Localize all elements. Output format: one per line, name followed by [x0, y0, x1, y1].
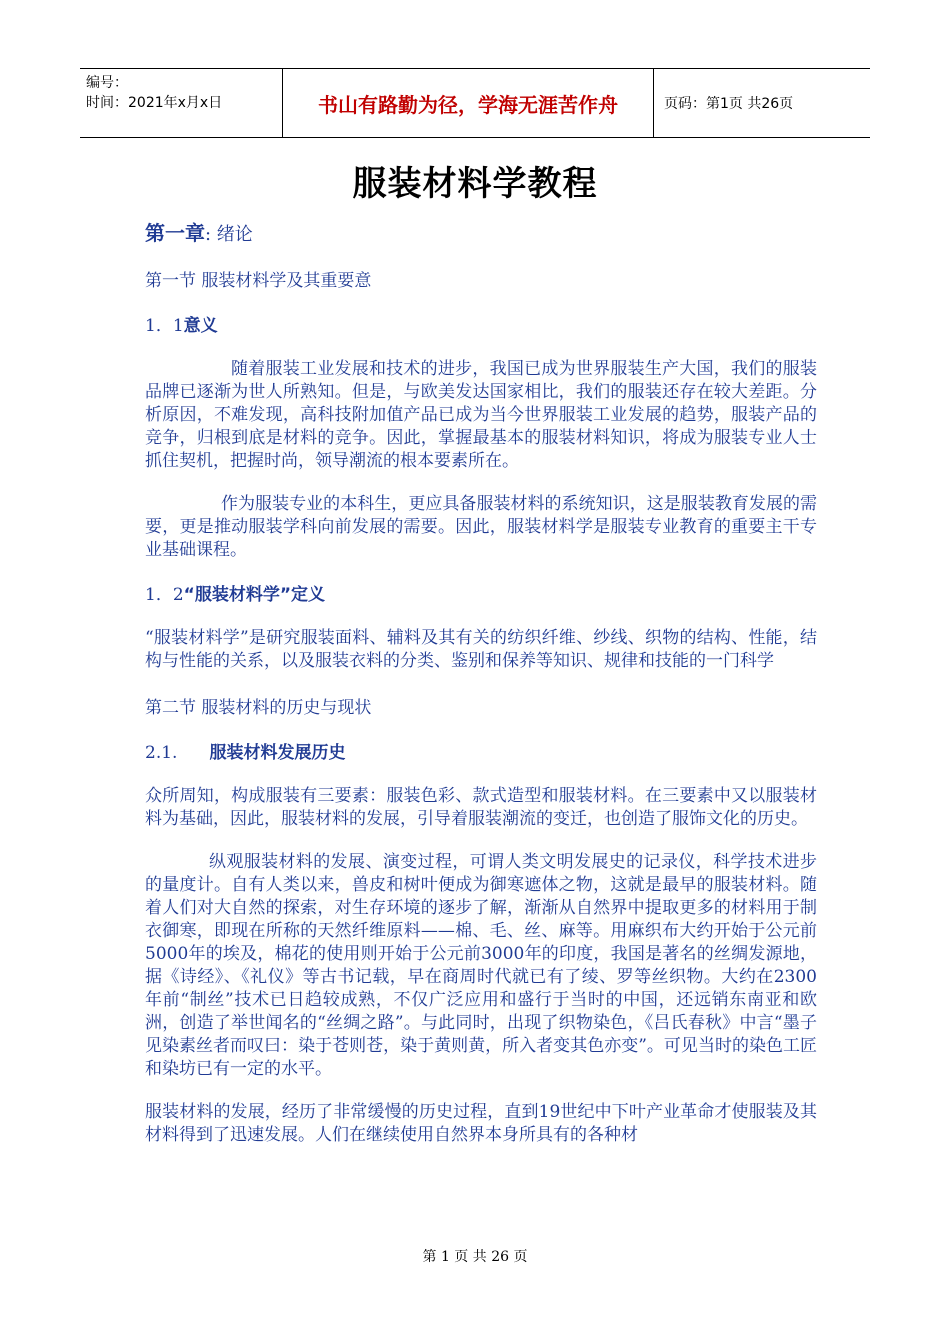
subsection-heading-1-2 [145, 584, 817, 607]
paragraph-5: 纵观服装材料的发展、演变过程，可谓人类文明发展史的记录仪，科学技术进步的量度计。自有人类以来，兽皮和树叶便成为御寒遮体之物，这就是最早的服装材料。随着人们对大自然的探索，对生存环境的逐步了解，渐渐从自然界中提取更多的材料用于制衣御寒，即现在所称的天然纤维原料——棉、毛、丝、麻等。用麻织布大约开始于公元前5000年的埃及，棉花的使用则开始于公元前3000年的印度，我国是著名的丝绸发源地，据《诗经》、《礼仪》等古书记载，早在商周时代就已有了绫、罗等丝织物。大约在2300年前“制丝”技术已日趋较成熟，不仅广泛应用和盛行于当时的中国，还远销东南亚和欧洲，创造了举世闻名的“丝绸之路”。与此同时，出现了织物染色，《吕氏春秋》中言“墨子见染素丝者而叹曰：染于苍则苍，染于黄则黄，所入者变其色亦变”。可见当时的染色工匠和染坊已有一定的水平。 [145, 852, 817, 1079]
subsection-title: “服装材料学”定义 [183, 585, 325, 605]
code-label: 编号： [86, 75, 128, 91]
header-motto: 书山有路勤为径，学海无涯苦作舟 [282, 69, 654, 137]
subsection-heading-1-1 [145, 315, 817, 338]
header-left-cell [80, 69, 282, 137]
subsection-number: 2.1. [145, 743, 178, 763]
chapter-heading [145, 222, 817, 246]
header-page-info: 页码：第1页 共26页 [664, 96, 794, 112]
section-heading-2: 第二节 服装材料的历史与现状 [145, 698, 372, 718]
paragraph-6: 服装材料的发展，经历了非常缓慢的历史过程，直到19世纪中下叶产业革命才使服装及其材料得到了迅速发展。人们在继续使用自然界本身所具有的各种材 [145, 1102, 817, 1145]
paragraph-1: 随着服装工业发展和技术的进步，我国已成为世界服装生产大国，我们的服装品牌已逐渐为世人所熟知。但是，与欧美发达国家相比，我们的服装还存在较大差距。分析原因，不难发现，高科技附加值产品已成为当今世界服装工业发展的趋势，服装产品的竞争，归根到底是材料的竞争。因此，掌握最基本的服装材料知识，将成为服装专业人士抓住契机，把握时尚，领导潮流的根本要素所在。 [145, 359, 817, 471]
document-title: 服装材料学教程 [352, 164, 598, 204]
section-heading-1: 第一节 服装材料学及其重要意 [145, 271, 372, 291]
subsection-number: 1．2 [145, 585, 184, 605]
paragraph-4: 众所周知，构成服装有三要素：服装色彩、款式造型和服装材料。在三要素中又以服装材料为基础，因此，服装材料的发展，引导着服装潮流的变迁，也创造了服饰文化的历史。 [145, 786, 817, 829]
time-label: 时间：2021年x月x日 [86, 95, 223, 111]
subsection-title: 意义 [183, 316, 218, 336]
paragraph-2: 作为服装专业的本科生，更应具备服装材料的系统知识，这是服装教育发展的需要，更是推动服装学科向前发展的需要。因此，服装材料学是服装专业教育的重要主干专业基础课程。 [145, 494, 817, 560]
paragraph-3: “服装材料学”是研究服装面料、辅料及其有关的纺织纤维、纱线、织物的结构、性能，结构与性能的关系，以及服装衣料的分类、鉴别和保养等知识、规律和技能的一门科学 [145, 628, 817, 671]
subsection-number: 1．1 [145, 316, 184, 336]
subsection-title: 服装材料发展历史 [209, 743, 346, 763]
page-footer: 第 1 页 共 26 页 [422, 1249, 528, 1265]
chapter-label: 第一章 [145, 221, 205, 245]
document-body [145, 218, 817, 1147]
chapter-title: : 绪论 [205, 224, 253, 245]
header-table [80, 68, 870, 138]
subsection-heading-2-1 [145, 742, 817, 765]
